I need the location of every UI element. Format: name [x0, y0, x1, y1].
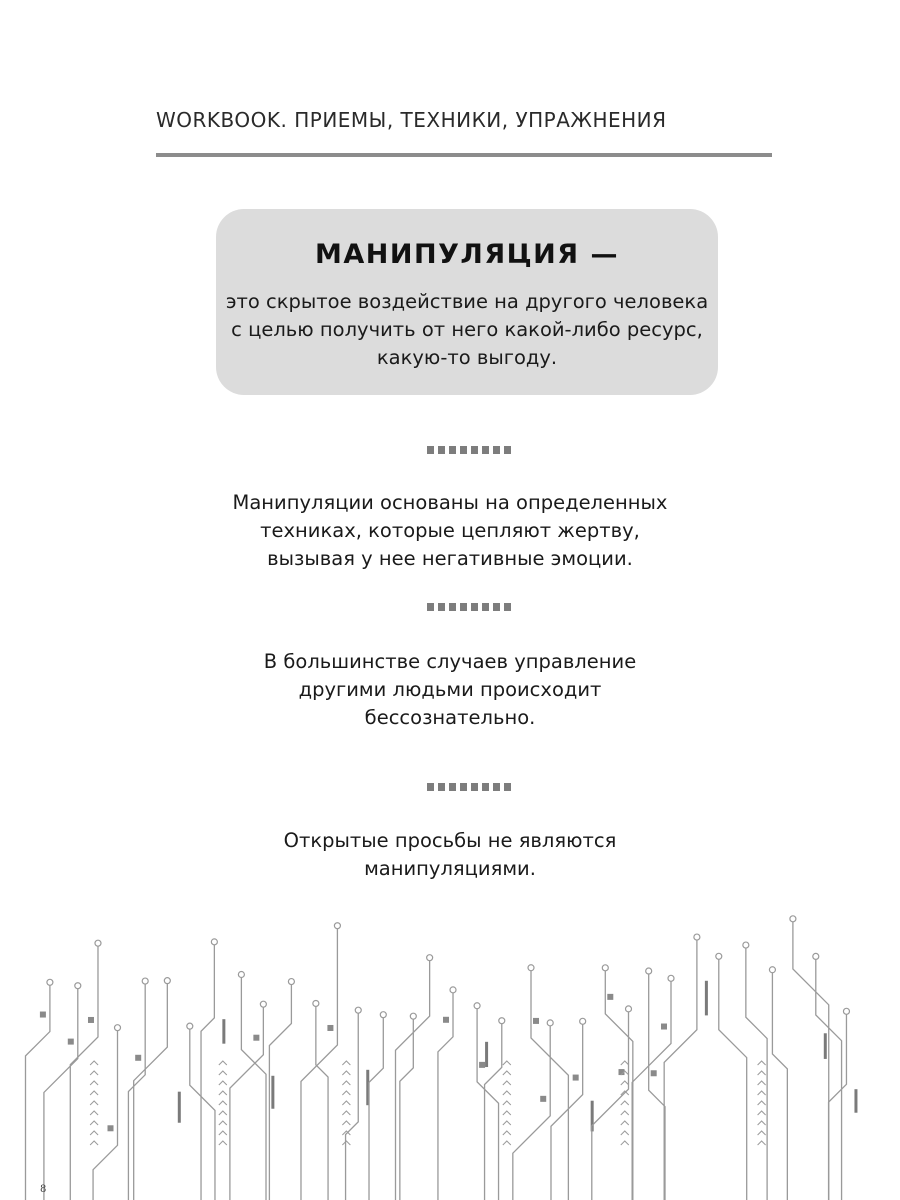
circuit-pad-icon	[253, 1035, 259, 1041]
circuit-chevron-icon	[621, 1111, 629, 1115]
circuit-node-icon	[813, 953, 819, 959]
page-number: 8	[40, 1184, 47, 1195]
circuit-pad-icon	[479, 1062, 485, 1068]
circuit-trace	[592, 1009, 629, 1200]
divider-square	[427, 603, 434, 611]
circuit-trace	[477, 1006, 498, 1200]
circuit-chevron-icon	[219, 1091, 227, 1095]
circuit-chevron-icon	[758, 1111, 766, 1115]
circuit-chevron-icon	[503, 1111, 511, 1115]
divider-square	[460, 783, 467, 791]
circuit-node-icon	[646, 968, 652, 974]
circuit-chevron-icon	[90, 1141, 98, 1145]
circuit-bar-icon	[705, 981, 708, 1016]
circuit-board-pattern	[0, 905, 900, 1200]
circuit-pad-icon	[40, 1012, 46, 1018]
circuit-node-icon	[427, 955, 433, 961]
circuit-chevron-icon	[342, 1071, 350, 1075]
circuit-chevron-icon	[219, 1111, 227, 1115]
circuit-trace	[190, 1026, 215, 1200]
circuit-chevron-icon	[219, 1131, 227, 1135]
circuit-node-icon	[843, 1008, 849, 1014]
circuit-pad-icon	[327, 1025, 333, 1031]
circuit-chevron-icon	[90, 1131, 98, 1135]
circuit-pad-icon	[533, 1018, 539, 1024]
circuit-chevron-icon	[219, 1081, 227, 1085]
circuit-trace	[241, 974, 266, 1200]
circuit-chevron-icon	[758, 1101, 766, 1105]
circuit-trace	[513, 1023, 550, 1200]
circuit-pad-icon	[661, 1024, 667, 1030]
circuit-node-icon	[602, 965, 608, 971]
divider-square	[471, 603, 478, 611]
circuit-pad-icon	[443, 1017, 449, 1023]
circuit-node-icon	[499, 1018, 505, 1024]
circuit-chevron-icon	[621, 1121, 629, 1125]
circuit-chevron-icon	[503, 1141, 511, 1145]
divider-square	[460, 446, 467, 454]
circuit-node-icon	[450, 987, 456, 993]
circuit-node-icon	[743, 942, 749, 948]
circuit-chevron-icon	[621, 1061, 629, 1065]
circuit-trace	[793, 919, 829, 1200]
circuit-chevron-icon	[503, 1131, 511, 1135]
paragraph-line: вызывая у нее негативные эмоции.	[267, 547, 633, 570]
circuit-trace	[301, 926, 337, 1200]
circuit-node-icon	[313, 1000, 319, 1006]
paragraph	[0, 827, 900, 883]
circuit-node-icon	[790, 916, 796, 922]
circuit-node-icon	[95, 940, 101, 946]
circuit-node-icon	[355, 1007, 361, 1013]
circuit-chevron-icon	[758, 1131, 766, 1135]
circuit-trace	[551, 1021, 583, 1200]
circuit-node-icon	[211, 939, 217, 945]
circuit-chevron-icon	[342, 1091, 350, 1095]
circuit-chevron-icon	[90, 1071, 98, 1075]
circuit-chevron-icon	[90, 1121, 98, 1125]
circuit-trace	[772, 970, 787, 1200]
divider-square	[493, 603, 500, 611]
circuit-chevron-icon	[90, 1091, 98, 1095]
circuit-trace	[746, 945, 767, 1200]
circuit-chevron-icon	[503, 1091, 511, 1095]
circuit-chevron-icon	[758, 1061, 766, 1065]
circuit-node-icon	[474, 1003, 480, 1009]
circuit-chevron-icon	[90, 1111, 98, 1115]
circuit-trace	[44, 986, 78, 1200]
circuit-chevron-icon	[219, 1061, 227, 1065]
circuit-node-icon	[115, 1025, 121, 1031]
header-rule	[156, 153, 772, 157]
circuit-chevron-icon	[758, 1091, 766, 1095]
circuit-node-icon	[260, 1001, 266, 1007]
circuit-chevron-icon	[342, 1141, 350, 1145]
circuit-pad-icon	[540, 1096, 546, 1102]
divider-square	[504, 446, 511, 454]
running-header: WORKBOOK. ПРИЕМЫ, ТЕХНИКИ, УПРАЖНЕНИЯ	[156, 108, 667, 132]
circuit-chevron-icon	[758, 1141, 766, 1145]
circuit-node-icon	[142, 978, 148, 984]
circuit-trace	[649, 971, 665, 1200]
circuit-chevron-icon	[342, 1081, 350, 1085]
circuit-node-icon	[410, 1013, 416, 1019]
square-dash-divider-icon	[427, 446, 515, 455]
divider-square	[493, 446, 500, 454]
circuit-chevron-icon	[219, 1101, 227, 1105]
circuit-pad-icon	[135, 1055, 141, 1061]
square-dash-divider-icon	[427, 603, 515, 612]
circuit-node-icon	[668, 975, 674, 981]
paragraph	[0, 489, 900, 573]
circuit-node-icon	[187, 1023, 193, 1029]
circuit-chevron-icon	[758, 1081, 766, 1085]
circuit-trace	[230, 1004, 263, 1200]
circuit-node-icon	[716, 953, 722, 959]
circuit-pad-icon	[607, 994, 613, 1000]
circuit-node-icon	[580, 1018, 586, 1024]
circuit-trace	[201, 942, 214, 1200]
paragraph-line: другими людьми происходит	[298, 678, 602, 701]
circuit-pad-icon	[88, 1017, 94, 1023]
circuit-chevron-icon	[503, 1101, 511, 1105]
circuit-trace	[25, 982, 49, 1200]
circuit-node-icon	[769, 967, 775, 973]
divider-square	[471, 783, 478, 791]
divider-square	[493, 783, 500, 791]
circuit-node-icon	[694, 934, 700, 940]
paragraph-line: манипуляциями.	[364, 857, 536, 880]
divider-square	[427, 446, 434, 454]
divider-square	[504, 783, 511, 791]
divider-square	[460, 603, 467, 611]
circuit-chevron-icon	[90, 1081, 98, 1085]
definition-line: с целью получить от него какой-либо ресурс,	[231, 318, 703, 341]
circuit-chevron-icon	[621, 1141, 629, 1145]
divider-square	[438, 603, 445, 611]
circuit-chevron-icon	[503, 1061, 511, 1065]
circuit-chevron-icon	[219, 1121, 227, 1125]
circuit-trace	[719, 956, 747, 1200]
divider-square	[449, 446, 456, 454]
circuit-node-icon	[47, 979, 53, 985]
divider-square	[449, 783, 456, 791]
circuit-chevron-icon	[90, 1061, 98, 1065]
divider-square	[427, 783, 434, 791]
definition-term: МАНИПУЛЯЦИЯ —	[315, 239, 619, 270]
circuit-chevron-icon	[90, 1101, 98, 1105]
square-dash-divider-icon	[427, 783, 515, 792]
circuit-trace	[134, 981, 168, 1200]
paragraph-line: В большинстве случаев управление	[263, 650, 637, 673]
divider-square	[471, 446, 478, 454]
circuit-bar-icon	[854, 1089, 857, 1113]
divider-square	[482, 603, 489, 611]
circuit-node-icon	[238, 971, 244, 977]
divider-square	[449, 603, 456, 611]
circuit-chevron-icon	[621, 1081, 629, 1085]
divider-square	[438, 446, 445, 454]
circuit-node-icon	[626, 1006, 632, 1012]
circuit-pad-icon	[68, 1039, 74, 1045]
circuit-node-icon	[547, 1020, 553, 1026]
divider-square	[504, 603, 511, 611]
circuit-pad-icon	[573, 1075, 579, 1081]
paragraph	[0, 648, 900, 732]
circuit-chevron-icon	[503, 1071, 511, 1075]
paragraph-line: Открытые просьбы не являются	[283, 829, 617, 852]
paragraph-line: Манипуляции основаны на определенных	[232, 491, 668, 514]
circuit-chevron-icon	[219, 1071, 227, 1075]
circuit-bar-icon	[271, 1076, 274, 1109]
circuit-chevron-icon	[503, 1081, 511, 1085]
circuit-chevron-icon	[621, 1131, 629, 1135]
circuit-chevron-icon	[219, 1141, 227, 1145]
circuit-node-icon	[75, 983, 81, 989]
definition-line: это скрытое воздействие на другого человека	[225, 290, 709, 313]
circuit-chevron-icon	[758, 1121, 766, 1125]
paragraph-line: бессознательно.	[364, 706, 536, 729]
paragraph-line: техниках, которые цепляют жертву,	[260, 519, 640, 542]
circuit-chevron-icon	[621, 1101, 629, 1105]
divider-square	[482, 446, 489, 454]
definition-text	[216, 288, 718, 372]
circuit-chevron-icon	[342, 1061, 350, 1065]
definition-line: какую-то выгоду.	[376, 346, 558, 369]
circuit-node-icon	[164, 978, 170, 984]
circuit-trace	[369, 1015, 383, 1200]
circuit-trace	[128, 981, 145, 1200]
circuit-pad-icon	[651, 1070, 657, 1076]
definition-box	[216, 209, 718, 395]
divider-square	[438, 783, 445, 791]
circuit-trace	[346, 1010, 359, 1200]
circuit-bar-icon	[824, 1033, 827, 1059]
circuit-bar-icon	[222, 1019, 225, 1043]
circuit-chevron-icon	[342, 1101, 350, 1105]
circuit-node-icon	[380, 1012, 386, 1018]
circuit-node-icon	[288, 979, 294, 985]
circuit-chevron-icon	[342, 1111, 350, 1115]
circuit-node-icon	[334, 923, 340, 929]
circuit-bar-icon	[178, 1092, 181, 1123]
divider-square	[482, 783, 489, 791]
circuit-chevron-icon	[758, 1071, 766, 1075]
circuit-trace	[396, 958, 430, 1200]
circuit-bar-icon	[485, 1042, 488, 1067]
circuit-trace	[316, 1003, 328, 1200]
circuit-trace	[829, 1011, 847, 1200]
circuit-node-icon	[528, 965, 534, 971]
circuit-chevron-icon	[342, 1121, 350, 1125]
circuit-chevron-icon	[503, 1121, 511, 1125]
circuit-pad-icon	[108, 1125, 114, 1131]
